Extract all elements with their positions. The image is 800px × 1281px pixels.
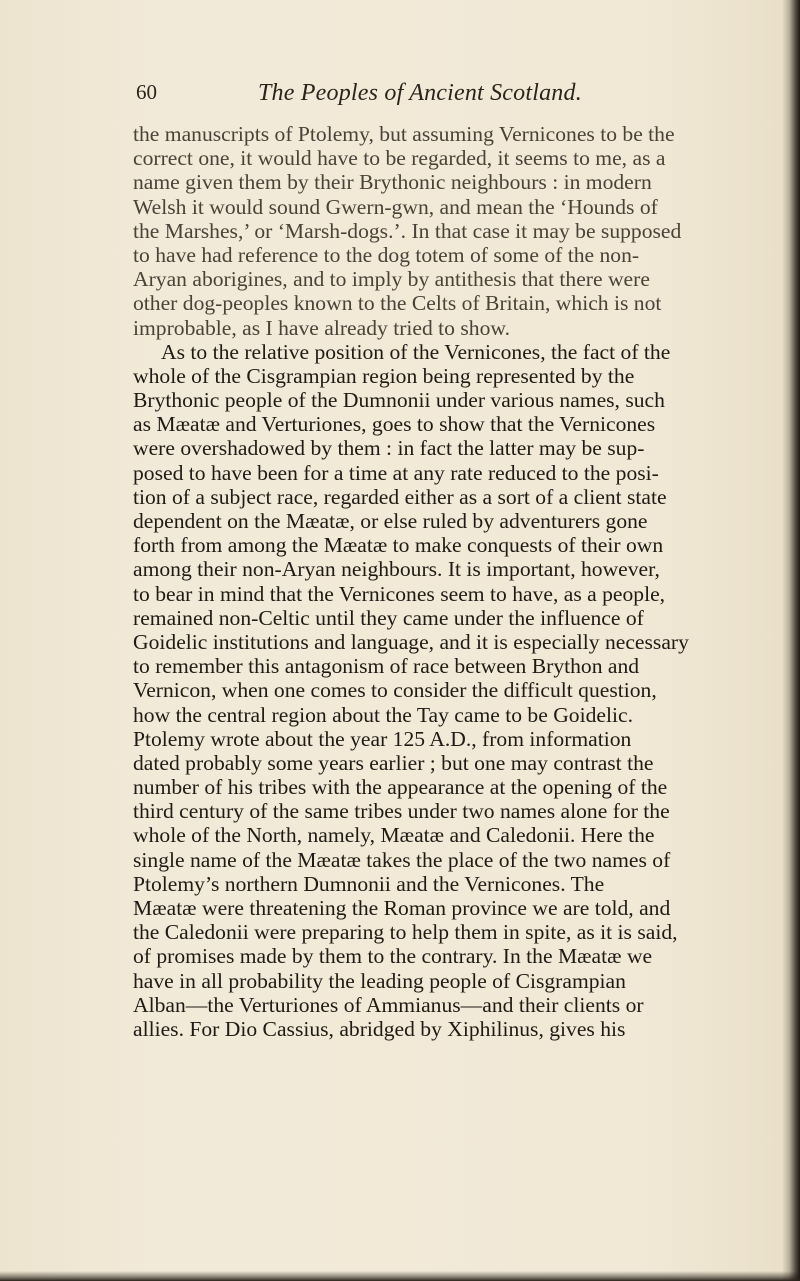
text-line: Mæatæ were threatening the Roman province we are told, and [133, 896, 671, 920]
text-line: the manuscripts of Ptolemy, but assuming Vernicones to be the [133, 122, 675, 146]
text-line: forth from among the Mæatæ to make conquests of their own [133, 533, 664, 558]
text-line: to remember this antagonism of race between Brython and [133, 654, 640, 679]
body-text [133, 122, 793, 1041]
text-line: Aryan aborigines, and to imply by antithesis that there were [133, 267, 650, 292]
text-line: how the central region about the Tay came to be Goidelic. [133, 702, 633, 727]
text-line: improbable, as I have already tried to show. [133, 315, 510, 340]
text-line: dependent on the Mæatæ, or else ruled by adventurers gone [133, 509, 648, 533]
text-line: as Mæatæ and Verturiones, goes to show that the Vernicones [133, 412, 656, 437]
page-edge-shadow [782, 0, 800, 1281]
text-line: Ptolemy’s northern Dumnonii and the Vernicones. The [133, 871, 605, 896]
page-number: 60 [136, 80, 157, 104]
text-line: single name of the Mæatæ takes the place of the two names of [133, 847, 671, 872]
paragraph-start-line: As to the relative position of the Vernicones, the fact of the [161, 339, 671, 364]
page-header [136, 80, 736, 116]
page-bottom-shadow [0, 1271, 800, 1281]
text-line: posed to have been for a time at any rate reduced to the posi- [133, 460, 659, 485]
text-line: dated probably some years earlier ; but one may contrast the [133, 750, 654, 775]
text-line: Vernicon, when one comes to consider the difficult question, [133, 678, 657, 703]
text-line: were overshadowed by them : in fact the latter may be sup- [133, 436, 645, 461]
text-line: Ptolemy wrote about the year 125 A.D., from information [133, 726, 632, 751]
text-line: Goidelic institutions and language, and it is especially necessary [133, 629, 689, 654]
text-line: Welsh it would sound Gwern-gwn, and mean the ‘Hounds of [133, 194, 658, 219]
text-line: number of his tribes with the appearance at the opening of the [133, 775, 668, 800]
text-line: to bear in mind that the Vernicones seem to have, as a people, [133, 581, 666, 606]
text-line: among their non-Aryan neighbours. It is important, however, [133, 557, 660, 582]
text-line: correct one, it would have to be regarded, it seems to me, as a [133, 146, 666, 171]
text-line: of promises made by them to the contrary. In the Mæatæ we [133, 944, 653, 969]
text-line: have in all probability the leading people of Cisgrampian [133, 968, 626, 993]
text-line: name given them by their Brythonic neighbours : in modern [133, 170, 652, 195]
text-line: tion of a subject race, regarded either as a sort of a client state [133, 484, 667, 509]
text-line: other dog-peoples known to the Celts of Britain, which is not [133, 291, 662, 316]
text-line: allies. For Dio Cassius, abridged by Xiphilinus, gives his [133, 1016, 626, 1041]
text-line: remained non-Celtic until they came under the influence of [133, 605, 644, 630]
text-line: Brythonic people of the Dumnonii under various names, such [133, 388, 665, 413]
text-line: whole of the North, namely, Mæatæ and Caledonii. Here the [133, 823, 655, 848]
text-line: whole of the Cisgrampian region being represented by the [133, 363, 635, 388]
text-line: Alban—the Verturiones of Ammianus—and their clients or [133, 992, 644, 1017]
text-line: the Caledonii were preparing to help them in spite, as it is said, [133, 920, 678, 945]
text-line: to have had reference to the dog totem of some of the non- [133, 242, 640, 267]
text-line: third century of the same tribes under two names alone for the [133, 799, 670, 824]
running-title: The Peoples of Ancient Scotland. [258, 80, 582, 106]
text-line: the Marshes,’ or ‘Marsh-dogs.’. In that case it may be supposed [133, 218, 682, 243]
